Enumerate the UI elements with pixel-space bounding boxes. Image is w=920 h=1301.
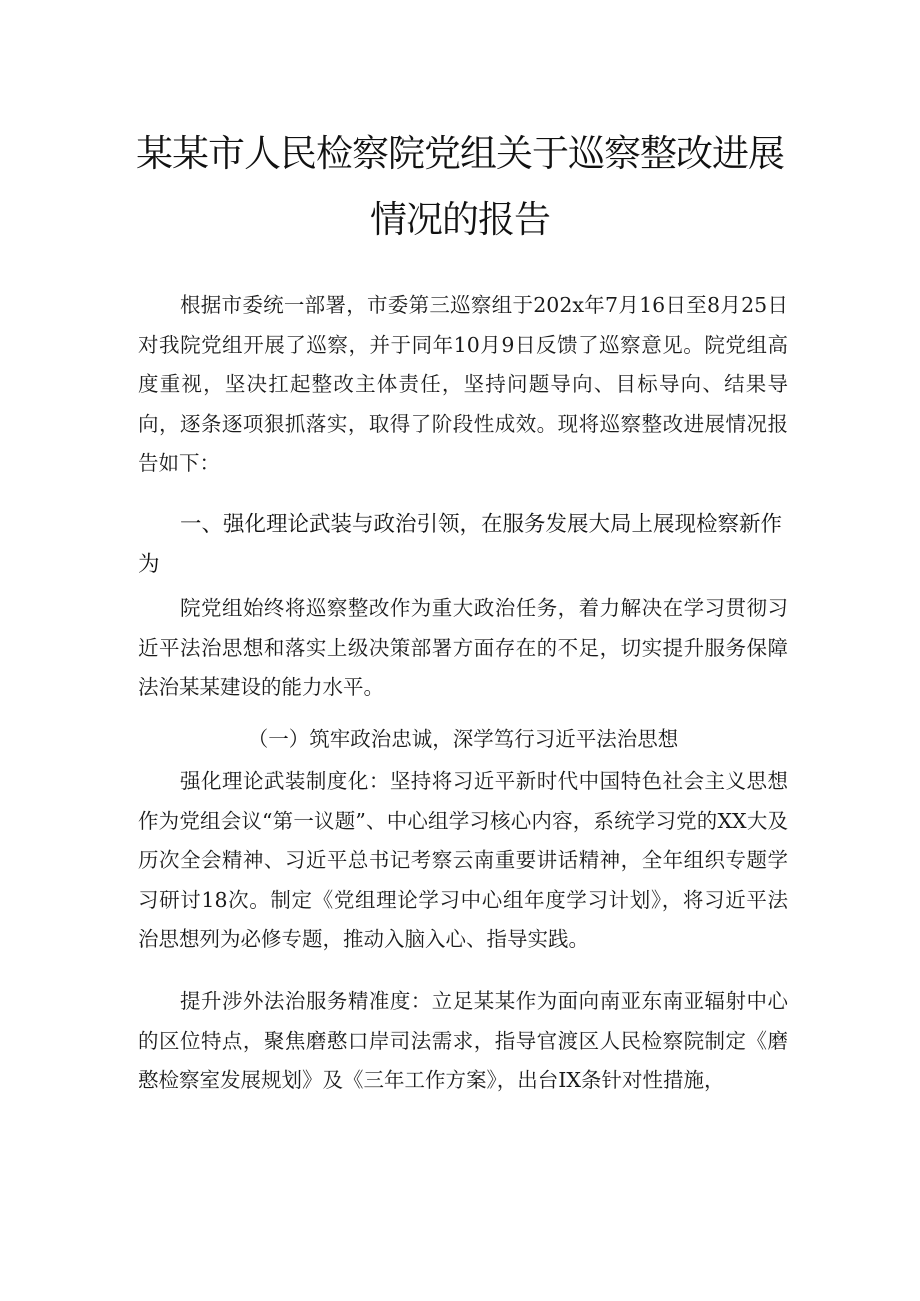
document-title-line-1: 某某市人民检察院党组关于巡察整改进展 <box>136 132 784 175</box>
intro-paragraph: 根据市委统一部署，市委第三巡察组于202x年7月16日至8月25日对我院党组开展了巡察，并于同年10月9日反馈了巡察意见。院党组高度重视，坚决扛起整改主体责任，坚持问题导向、目标导向、结果导向，逐条逐项狠抓落实，取得了阶段性成效。现将巡察整改进展情况报告如下： <box>138 293 788 475</box>
subsection-1-paragraph-2: 提升涉外法治服务精准度：立足某某作为面向南亚东南亚辐射中心的区位特点，聚焦磨憨口岸司法需求，指导官渡区人民检察院制定《磨憨检察室发展规划》及《三年工作方案》，出台IX条针对性措施， <box>138 989 788 1092</box>
subsection-1-paragraph-1: 强化理论武装制度化：坚持将习近平新时代中国特色社会主义思想作为党组会议“第一议题”、中心组学习核心内容，系统学习党的XX大及历次全会精神、习近平总书记考察云南重要讲话精神，全年组织专题学习研讨18次。制定《党组理论学习中心组年度学习计划》，将习近平法治思想列为必修专题，推动入脑入心、指导实践。 <box>138 769 788 951</box>
subsection-1-heading: （一）筑牢政治忠诚，深学笃行习近平法治思想 <box>247 727 679 751</box>
section-1-heading: 一、强化理论武装与政治引领，在服务发展大局上展现检察新作为 <box>138 512 783 577</box>
document-title-line-2: 情况的报告 <box>370 198 550 241</box>
section-1-body: 院党组始终将巡察整改作为重大政治任务，着力解决在学习贯彻习近平法治思想和落实上级决策部署方面存在的不足，切实提升服务保障法治某某建设的能力水平。 <box>138 596 788 699</box>
